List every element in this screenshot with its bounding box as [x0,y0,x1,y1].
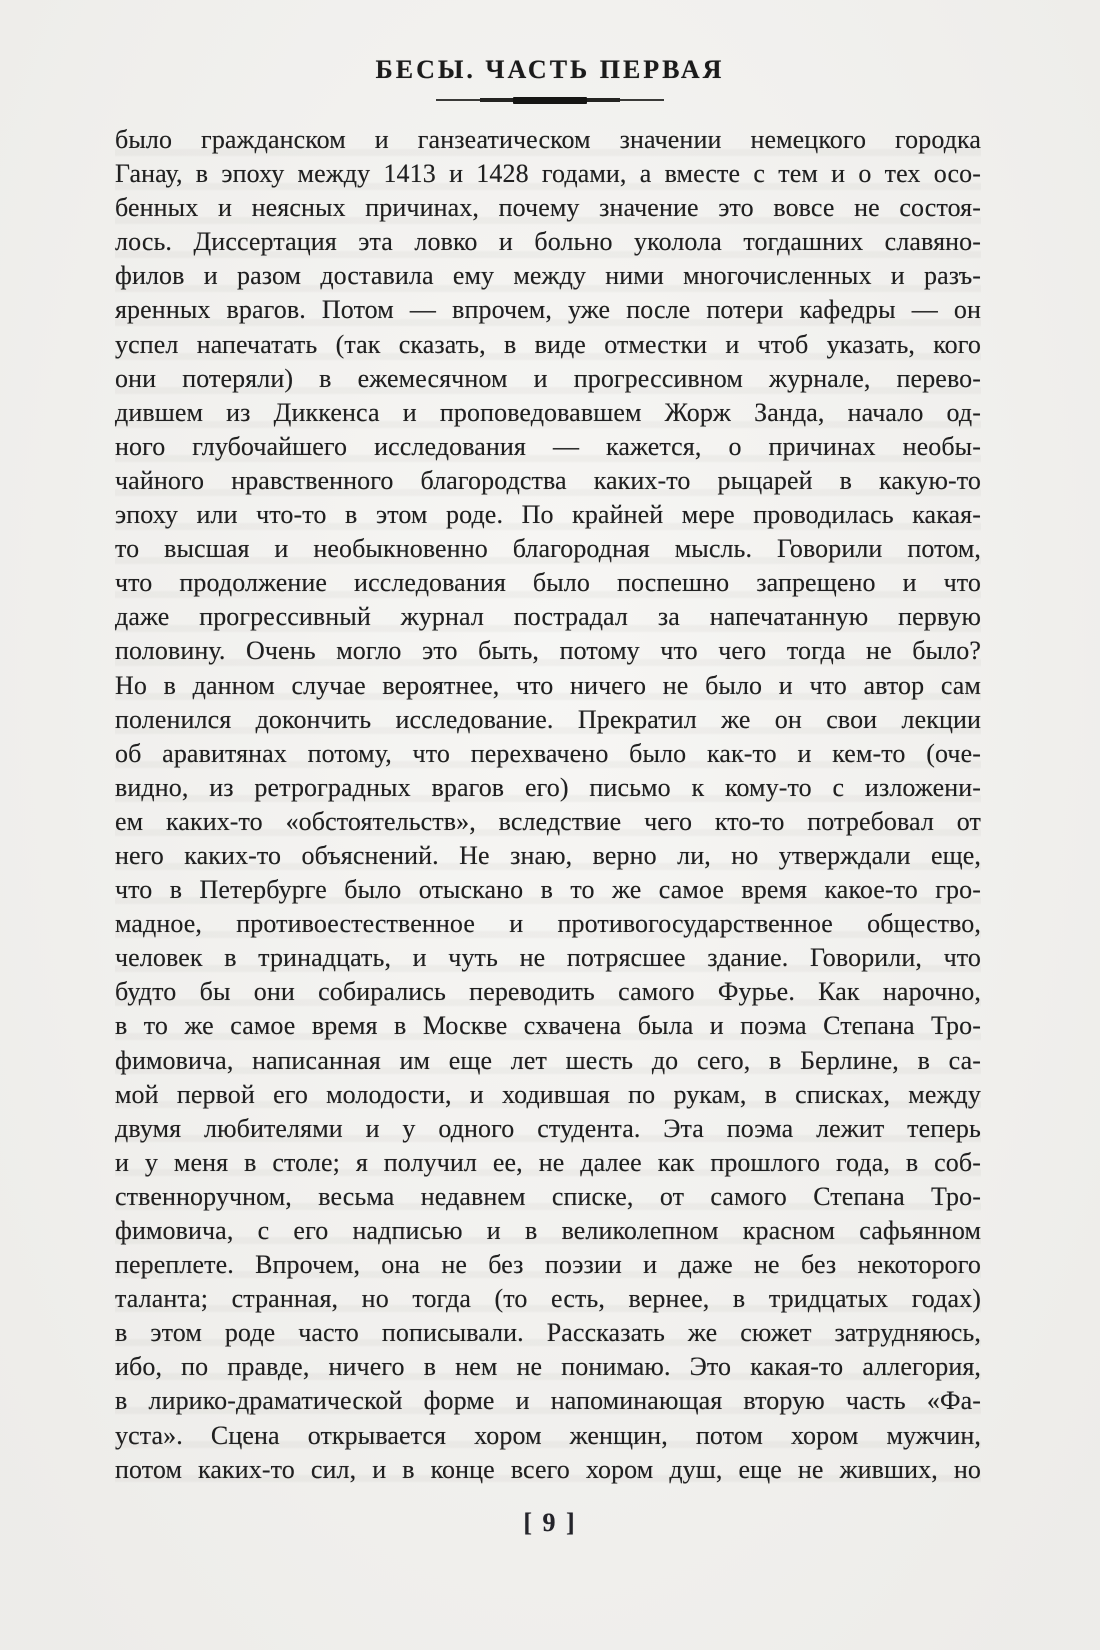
text-line: него каких-то объяснений. Не знаю, верно ли, но утверждали еще, [115,840,981,870]
text-line: переплете. Впрочем, она не без поэзии и даже не без некоторого [115,1250,981,1280]
text-line: и у меня в столе; я получил ее, не далее как прошлого года, в соб- [115,1147,981,1177]
text-line: филов и разом доставила ему между ними многочисленных и разъ- [115,261,981,291]
text-line: чайного нравственного благородства каких-то рыцарей в какую-то [115,465,981,495]
text-line: ного глубочайшего исследования — кажется, о причинах необы- [115,431,981,461]
text-line: Ганау, в эпоху между 1413 и 1428 годами, а вместе с тем и о тех осо- [115,159,981,189]
text-line: таланта; странная, но тогда (то есть, вернее, в тридцатых годах) [115,1284,981,1314]
text-line: то высшая и необыкновенно благородная мысль. Говорили потом, [115,534,981,564]
text-line: ем каких-то «обстоятельств», вследствие чего кто-то потребовал от [115,806,981,836]
text-line: успел напечатать (так сказать, в виде отместки и чтоб указать, кого [115,329,981,359]
text-line: было гражданском и ганзеатическом значении немецкого городка [115,125,981,154]
running-header-title: БЕСЫ. ЧАСТЬ ПЕРВАЯ [375,55,725,84]
text-line: в лирико-драматической форме и напоминающая вторую часть «Фа- [115,1386,981,1416]
text-line: потом каких-то сил, и в конце всего хором душ, еще не живших, но [115,1454,981,1484]
text-line: они потеряли) в ежемесячном и прогрессивном журнале, перево- [115,363,981,393]
text-line: поленился докончить исследование. Прекратил же он свои лекции [115,704,981,734]
text-line: ственноручном, весьма недавнем списке, от самого Степана Тро- [115,1181,981,1211]
text-line: что в Петербурге было отыскано в то же самое время какое-то гро- [115,875,981,905]
text-line: эпоху или что-то в этом роде. По крайней мере проводилась какая- [115,500,981,530]
text-line: фимовича, написанная им еще лет шесть до сего, в Берлине, в са- [115,1045,981,1075]
text-line: дившем из Диккенса и проповедовавшем Жорж Занда, начало од- [115,397,981,427]
text-line: человек в тринадцать, и чуть не потрясшее здание. Говорили, что [115,943,981,973]
text-line: лось. Диссертация эта ловко и больно уколола тогдашних славяно- [115,227,981,257]
text-line: Но в данном случае вероятнее, что ничего не было и что автор сам [115,670,981,700]
text-line: в то же самое время в Москве схвачена была и поэма Степана Тро- [115,1011,981,1041]
text-line: двумя любителями и у одного студента. Эта поэма лежит теперь [115,1113,981,1143]
text-line: будто бы они собирались переводить самого Фурье. Как нарочно, [115,977,981,1007]
text-line: уста». Сцена открывается хором женщин, потом хором мужчин, [115,1420,981,1450]
text-line: половину. Очень могло это быть, потому что чего тогда не было? [115,636,981,666]
text-line: бенных и неясных причинах, почему значение это вовсе не состоя- [115,193,981,223]
text-line: яренных врагов. Потом — впрочем, уже после потери кафедры — он [115,295,981,325]
text-line: в этом роде часто пописывали. Рассказать же сюжет затрудняюсь, [115,1318,981,1348]
divider-rule-thick [513,97,587,104]
page-text [115,123,981,1487]
text-line: мой первой его молодости, и ходившая по рукам, в списках, между [115,1079,981,1109]
text-line: об аравитянах потому, что перехвачено было как-то и кем-то (оче- [115,738,981,768]
text-line: фимовича, с его надписью и в великолепном красном сафьянном [115,1216,981,1245]
text-line: ибо, по правде, ничего в нем не понимаю. Это какая-то аллегория, [115,1352,981,1382]
text-line: даже прогрессивный журнал пострадал за напечатанную первую [115,602,981,632]
text-line: видно, из ретроградных врагов его) письмо к кому-то с изложени- [115,772,981,802]
page-number: [ 9 ] [523,1508,577,1537]
header-divider-ornament [436,96,664,105]
text-line: что продолжение исследования было поспешно запрещено и что [115,568,981,598]
text-line: мадное, противоестественное и противогосударственное общество, [115,909,981,939]
